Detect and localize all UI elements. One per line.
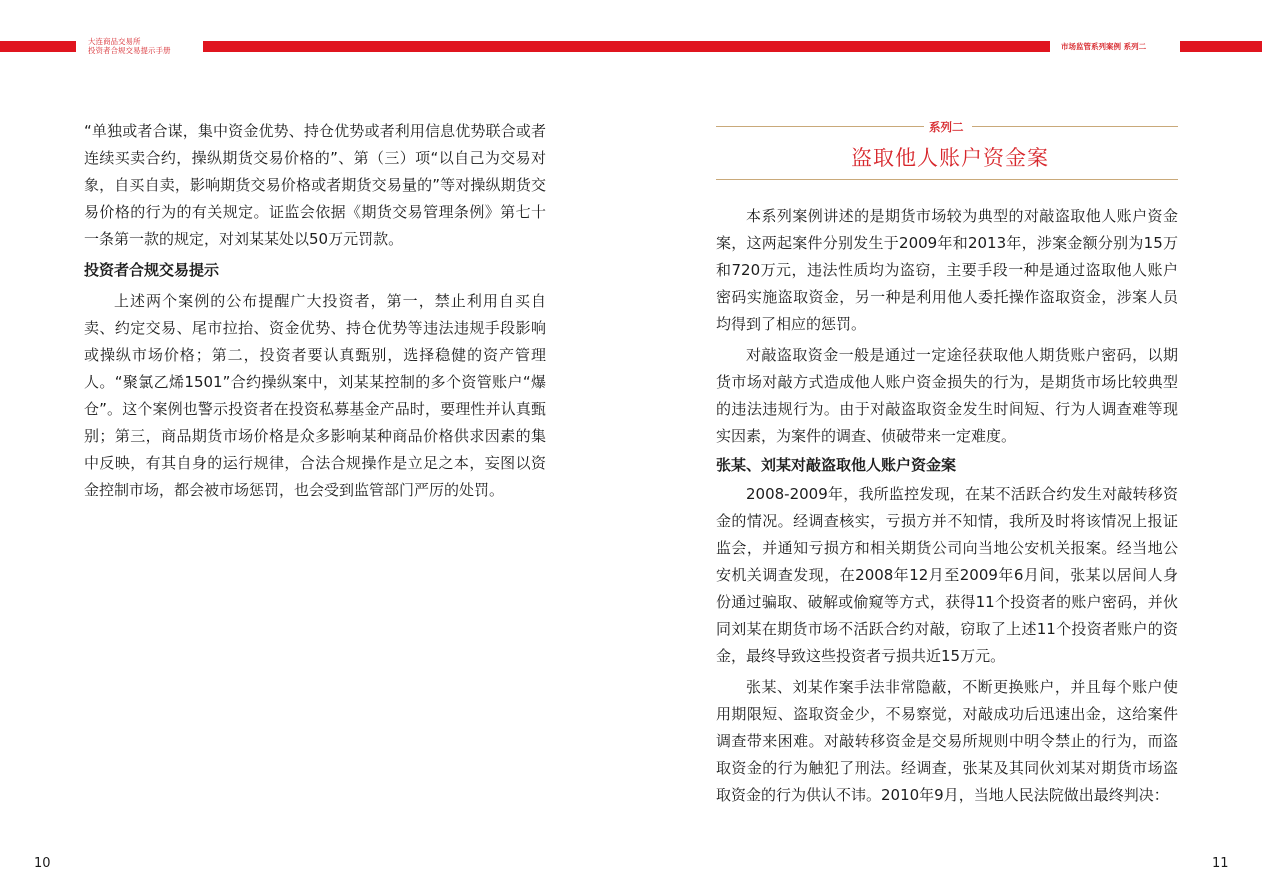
case-paragraph: 2008-2009年，我所监控发现，在某不活跃合约发生对敲转移资金的情况。经调查核实，亏损方并不知情，我所及时将该情况上报证监会，并通知亏损方和相关期货公司向当地公安机关报案。经当地公安机关调查发现，在2008年12月至2009年6月间，张某以居间人身份通过骗取、破解或偷窥等方式，获得11个投资者的账户密码，并伙同刘某在期货市场不活跃合约对敲，窃取了上述11个投资者账户的资金，最终导致这些投资者亏损共近15万元。: [716, 485, 1178, 665]
header-bar-right: [1180, 41, 1262, 52]
header-left-title-line1: 大连商品交易所: [88, 37, 141, 46]
case-title: 盗取他人账户资金案: [851, 146, 1049, 170]
left-paragraph: “单独或者合谋，集中资金优势、持仓优势或者利用信息优势联合或者连续买卖合约，操纵期货交易价格的”、第（三）项“以自己为交易对象，自买自卖，影响期货交易价格或者期货交易量的”等对操纵期货交易价格的行为的有关规定。证监会依据《期货交易管理条例》第七十一条第一款的规定，对刘某某处以50万元罚款。: [84, 122, 546, 248]
header-bar-left: [0, 41, 76, 52]
case-heading: 张某、刘某对敲盗取他人账户资金案: [716, 456, 957, 474]
title-underline: [716, 179, 1178, 180]
tip-paragraph: 上述两个案例的公布提醒广大投资者，第一，禁止利用自买自卖、约定交易、尾市拉抬、资金优势、持仓优势等违法违规手段影响或操纵市场价格；第二，投资者要认真甄别，选择稳健的资产管理人。“聚氯乙烯1501”合约操纵案中，刘某某控制的多个资管账户“爆仓”。这个案例也警示投资者在投资私募基金产品时，要理性并认真甄别；第三，商品期货市场价格是众多影响某种商品价格供求因素的集中反映，有其自身的运行规律，合法合规操作是立足之本，妄图以资金控制市场，都会被市场惩罚，也会受到监管部门严厉的处罚。: [84, 292, 546, 499]
series-rule-left: [716, 126, 924, 127]
header-left-title-line2: 投资者合规交易提示手册: [88, 46, 171, 55]
header-bar-middle: [203, 41, 1050, 52]
intro-paragraph: 本系列案例讲述的是期货市场较为典型的对敲盗取他人账户资金案，这两起案件分别发生于2009年和2013年，涉案金额分别为15万和720万元，违法性质均为盗窃，主要手段一种是通过盗取他人账户密码实施盗取资金，另一种是利用他人委托操作盗取资金，涉案人员均得到了相应的惩罚。: [716, 207, 1178, 333]
series-rule-right: [972, 126, 1178, 127]
page-number-left: 10: [34, 856, 51, 871]
right-page-body: [716, 203, 1178, 809]
series-label: 系列二: [929, 120, 964, 134]
left-page-body: [84, 118, 546, 504]
case-paragraph: 张某、刘某作案手法非常隐蔽，不断更换账户，并且每个账户使用期限短、盗取资金少，不易察觉，对敲成功后迅速出金，这给案件调查带来困难。对敲转移资金是交易所规则中明令禁止的行为，而盗取资金的行为触犯了刑法。经调查，张某及其同伙刘某对期货市场盗取资金的行为供认不讳。2010年9月，当地人民法院做出最终判决：: [716, 678, 1178, 804]
section-heading: 投资者合规交易提示: [84, 261, 220, 279]
intro-paragraph: 对敲盗取资金一般是通过一定途径获取他人期货账户密码，以期货市场对敲方式造成他人账户资金损失的行为，是期货市场比较典型的违法违规行为。由于对敲盗取资金发生时间短、行为人调查难等现实因素，为案件的调查、侦破带来一定难度。: [716, 346, 1178, 445]
page-number-right: 11: [1212, 856, 1229, 871]
header-right-title: 市场监管系列案例 系列二: [1061, 42, 1147, 51]
header-left-title: [88, 37, 171, 55]
